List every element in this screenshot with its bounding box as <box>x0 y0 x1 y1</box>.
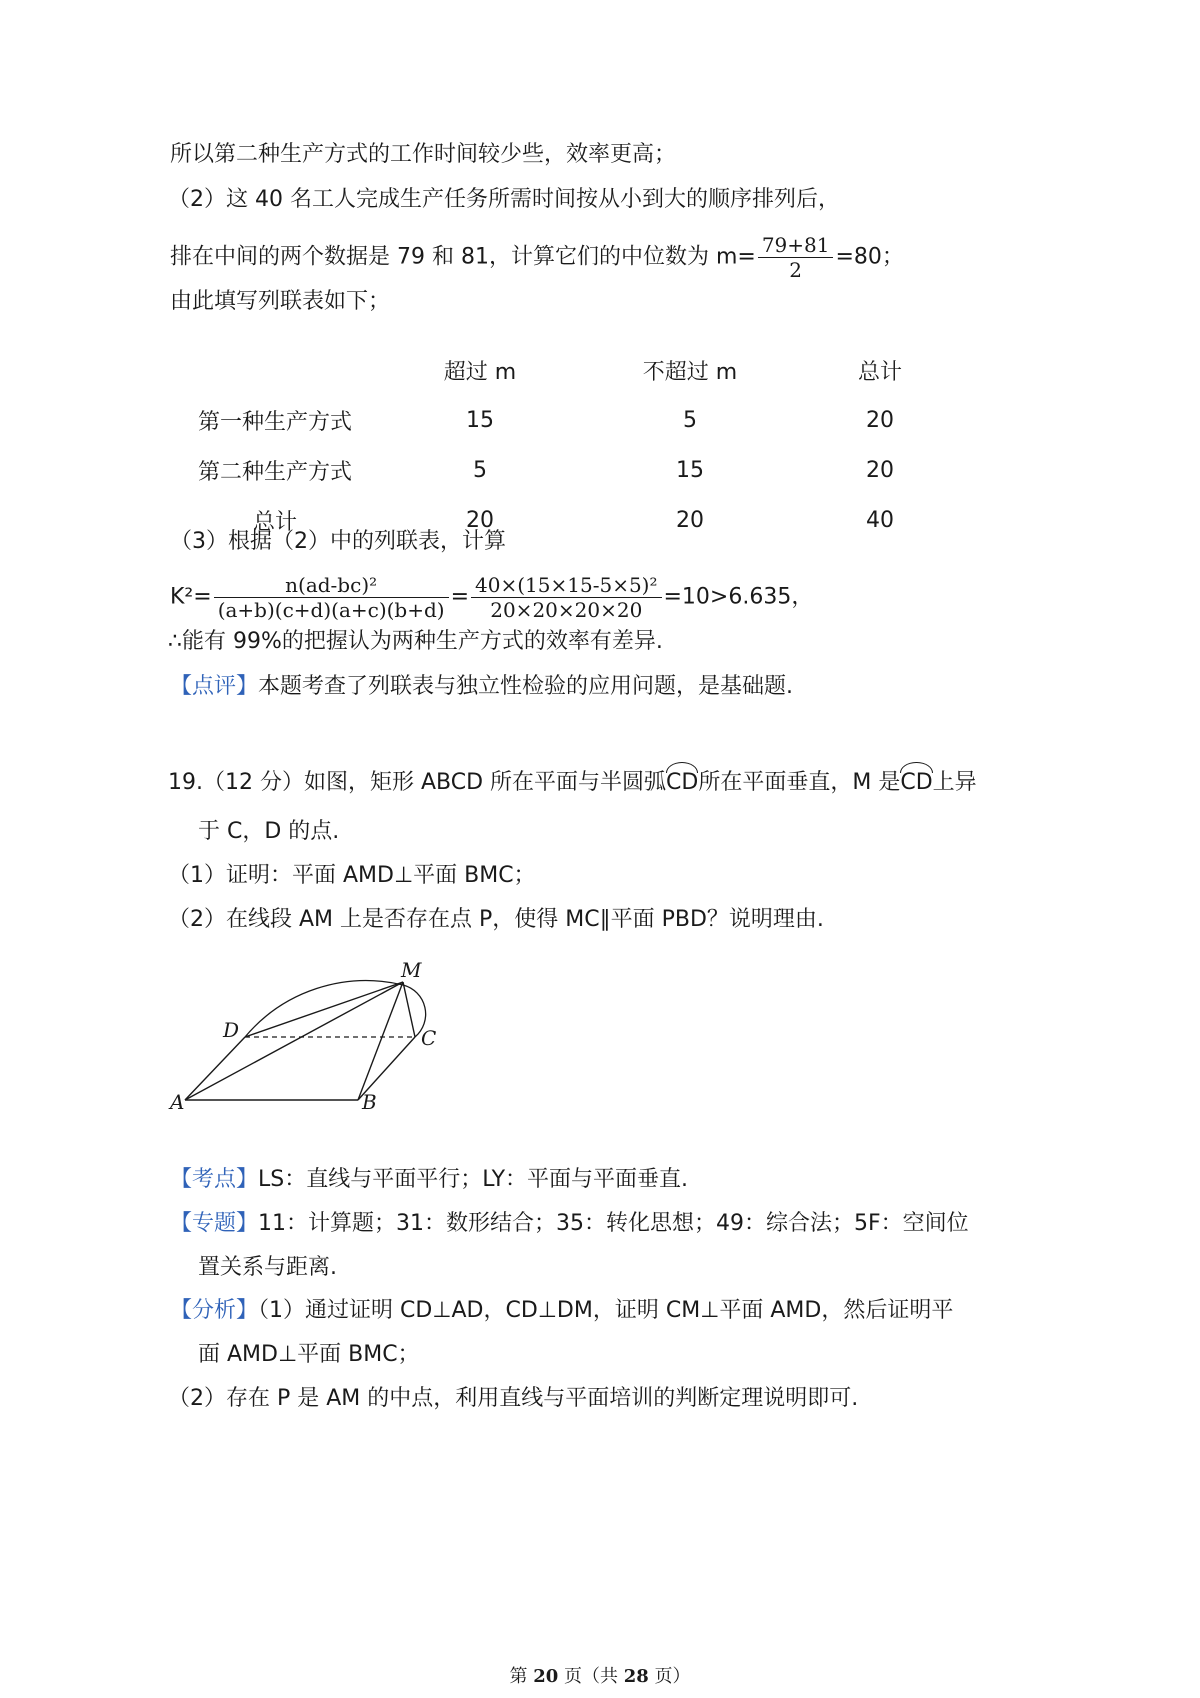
zhuanti-line-2: 置关系与距离. <box>198 1255 337 1280</box>
zhuanti-text: 11：计算题；31：数形结合；35：转化思想；49：综合法；5F：空间位 <box>258 1211 969 1236</box>
page-footer <box>0 1662 1200 1688</box>
median-numerator: 79+81 <box>758 233 834 258</box>
k2-value-numerator: 40×(15×15-5×5)² <box>471 573 661 598</box>
fenxi-line-2: 面 AMD⊥平面 BMC； <box>198 1342 420 1367</box>
table-header-cell: 超过 m <box>443 359 517 385</box>
edge-bm <box>358 982 403 1100</box>
zhuanti-tag: 【专题】 <box>170 1211 259 1236</box>
comment-tag: 【点评】 <box>170 674 259 699</box>
kaodian-tag: 【考点】 <box>170 1167 259 1192</box>
table-row <box>170 445 960 495</box>
table-cell: 40 <box>866 507 894 533</box>
fenxi-text: （1）通过证明 CD⊥AD，CD⊥DM，证明 CM⊥平面 AMD，然后证明平 <box>258 1298 954 1323</box>
footer-text: 页（共 <box>558 1666 624 1687</box>
median-fraction <box>758 233 834 282</box>
table-cell: 5 <box>473 457 487 483</box>
label-b: B <box>362 1090 377 1114</box>
question-19-line <box>168 768 977 798</box>
arc-cd: CD <box>900 768 932 798</box>
table-header-cell <box>170 345 380 395</box>
table-cell: 20 <box>676 507 704 533</box>
arc-cd: CD <box>666 768 698 798</box>
fenxi-tag: 【分析】 <box>170 1298 259 1323</box>
table-cell: 20 <box>866 407 894 433</box>
table-header-row <box>170 345 960 395</box>
footer-text: 页） <box>648 1666 691 1687</box>
table-cell: 总计 <box>252 509 297 535</box>
kaodian-text: LS：直线与平面平行；LY：平面与平面垂直. <box>258 1167 689 1192</box>
k2-result: =10>6.635， <box>663 584 814 610</box>
k2-denominator: (a+b)(c+d)(a+c)(b+d) <box>217 598 445 622</box>
text-line-1: 所以第二种生产方式的工作时间较少些，效率更高； <box>170 142 677 167</box>
footer-total-pages: 28 <box>623 1666 649 1687</box>
k2-value-denominator: 20×20×20×20 <box>490 598 643 622</box>
comment-line <box>170 672 793 702</box>
question-19-cont: 于 C，D 的点. <box>198 819 340 844</box>
k2-label: K²= <box>170 584 212 610</box>
question-19-part-2: （2）在线段 AM 上是否存在点 P，使得 MC∥平面 PBD？说明理由. <box>168 907 824 932</box>
comment-text: 本题考查了列联表与独立性检验的应用问题，是基础题. <box>258 674 794 699</box>
edge-am <box>185 982 403 1100</box>
q19-text-a: 19.（12 分）如图，矩形 ABCD 所在平面与半圆弧 <box>168 770 667 795</box>
footer-page-number: 20 <box>533 1666 559 1687</box>
table-row <box>170 395 960 445</box>
question-19-part-1: （1）证明：平面 AMD⊥平面 BMC； <box>168 863 536 888</box>
label-d: D <box>223 1018 240 1042</box>
median-result: =80； <box>835 244 904 270</box>
zhuanti-line <box>170 1209 969 1239</box>
table-header-cell: 总计 <box>857 359 902 385</box>
table-cell: 15 <box>676 457 704 483</box>
median-denominator: 2 <box>789 258 803 282</box>
text-line-3 <box>170 233 904 282</box>
geometry-figure <box>160 945 460 1115</box>
text-line-7: ∴能有 99%的把握认为两种生产方式的效率有差异. <box>168 629 663 654</box>
k2-general-fraction <box>214 573 449 622</box>
table-cell: 15 <box>466 407 494 433</box>
k2-value-fraction <box>471 573 661 622</box>
label-m: M <box>401 958 422 982</box>
k2-equals: = <box>450 584 470 610</box>
edge-ad <box>185 1037 245 1100</box>
k2-numerator: n(ad-bc)² <box>214 573 449 598</box>
q19-text-c: 上异 <box>932 770 977 795</box>
text-line-5: （3）根据（2）中的列联表，计算 <box>170 529 506 554</box>
label-c: C <box>421 1026 437 1050</box>
fenxi-line-3: （2）存在 P 是 AM 的中点，利用直线与平面培训的判断定理说明即可. <box>168 1386 859 1411</box>
table-cell: 20 <box>466 507 494 533</box>
contingency-table <box>170 345 960 545</box>
table-cell: 20 <box>866 457 894 483</box>
q19-text-b: 所在平面垂直，M 是 <box>698 770 901 795</box>
kaodian-line <box>170 1165 688 1195</box>
table-cell: 5 <box>683 407 697 433</box>
edge-dm <box>245 982 403 1037</box>
fenxi-line <box>170 1296 953 1326</box>
k2-formula <box>170 573 813 622</box>
text-line-4: 由此填写列联表如下； <box>170 289 391 314</box>
footer-text: 第 <box>509 1666 534 1687</box>
table-header-cell: 不超过 m <box>642 359 738 385</box>
table-cell: 第一种生产方式 <box>197 409 352 435</box>
table-cell: 第二种生产方式 <box>197 459 352 485</box>
label-a: A <box>170 1090 185 1114</box>
median-intro: 排在中间的两个数据是 79 和 81，计算它们的中位数为 m= <box>170 244 756 270</box>
text-line-2: （2）这 40 名工人完成生产任务所需时间按从小到大的顺序排列后， <box>168 187 840 212</box>
